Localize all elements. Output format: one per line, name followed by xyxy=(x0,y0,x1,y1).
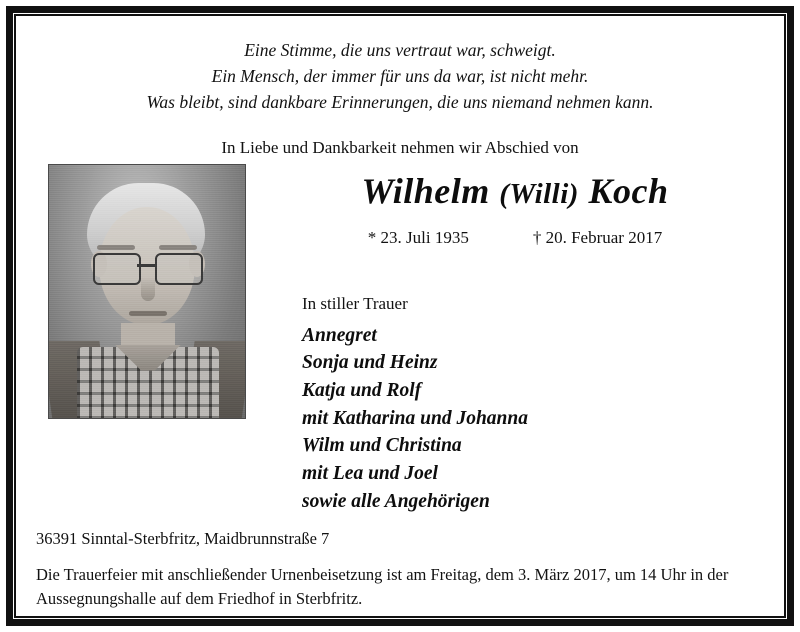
mourning-label: In stiller Trauer xyxy=(302,293,408,313)
photo-grain-overlay xyxy=(49,165,245,418)
survivor-line: mit Lea und Joel xyxy=(302,463,438,485)
survivor-line: Annegret xyxy=(302,324,377,346)
funeral-service-info: Die Trauerfeier mit anschließender Urnenbeisetzung ist am Freitag, dem 3. März 2017, um 14 Uhr in der Aussegnungshalle auf dem Friedhof in Sterbfritz. xyxy=(36,565,729,608)
birth-date: * 23. Juli 1935 xyxy=(367,227,469,247)
portrait-photo xyxy=(48,164,246,419)
name-nickname: (Willi) xyxy=(499,177,579,210)
survivor-line: mit Katharina und Johanna xyxy=(302,407,528,429)
name-first: Wilhelm xyxy=(361,170,490,211)
survivor-line: Sonja und Heinz xyxy=(302,352,438,374)
life-dates xyxy=(268,228,762,248)
survivors-list xyxy=(268,322,762,516)
name-last: Koch xyxy=(588,170,669,211)
survivor-line: Katja und Rolf xyxy=(302,380,422,402)
verse-line-1: Eine Stimme, die uns vertraut war, schweigt. xyxy=(244,40,556,60)
verse-line-3: Was bleibt, sind dankbare Erinnerungen, die uns niemand nehmen kann. xyxy=(146,91,654,112)
address-line: 36391 Sinntal-Sterbfritz, Maidbrunnstraße 7 xyxy=(36,529,330,549)
survivor-line: Wilm und Christina xyxy=(302,435,462,457)
verse-line-2: Ein Mensch, der immer für uns da war, ist nicht mehr. xyxy=(211,65,589,86)
deceased-name xyxy=(268,170,762,212)
memorial-verse xyxy=(32,38,768,116)
survivor-line: sowie alle Angehörigen xyxy=(302,490,490,512)
text-column xyxy=(262,164,768,516)
body-row xyxy=(32,164,768,516)
intro-text: In Liebe und Dankbarkeit nehmen wir Abschied von xyxy=(221,137,579,157)
notice-content xyxy=(18,18,782,614)
portrait-column xyxy=(32,164,262,419)
death-date: † 20. Februar 2017 xyxy=(532,227,663,247)
